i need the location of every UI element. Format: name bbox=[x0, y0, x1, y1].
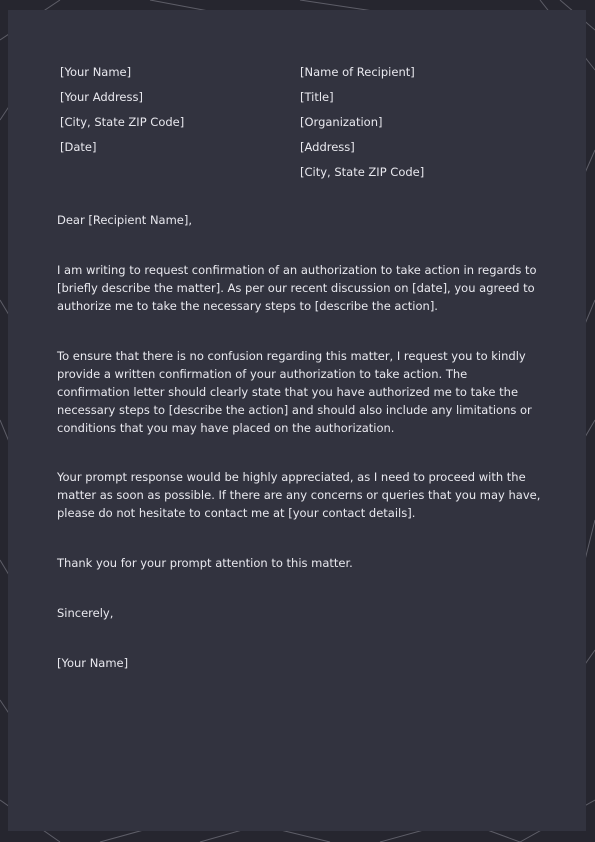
recipient-city: [City, State ZIP Code] bbox=[300, 165, 425, 179]
recipient-address: [Address] bbox=[300, 140, 355, 154]
letter-signature: [Your Name] bbox=[57, 656, 129, 670]
recipient-organization: [Organization] bbox=[300, 115, 383, 129]
recipient-name: [Name of Recipient] bbox=[300, 65, 415, 79]
letter-greeting: Dear [Recipient Name], bbox=[57, 213, 193, 227]
recipient-block bbox=[300, 60, 424, 185]
sender-date: [Date] bbox=[60, 140, 97, 154]
letter-paragraph-1: I am writing to request confirmation of an authorization to take action in regards to [briefly describe the matter]. As per our recent discussion on [date], you agreed to authorize me to take the necessary steps to [describe the action]. bbox=[57, 263, 537, 313]
sender-block bbox=[60, 60, 184, 160]
letter-paragraph-3: Your prompt response would be highly appreciated, as I need to proceed with the matter as soon as possible. If there are any concerns or queries that you may have, please do not hesitate to contact me at [your contact details]. bbox=[57, 470, 541, 520]
sender-city: [City, State ZIP Code] bbox=[60, 115, 185, 129]
sender-name: [Your Name] bbox=[60, 65, 132, 79]
sender-address: [Your Address] bbox=[60, 90, 143, 104]
letter-paragraph-2: To ensure that there is no confusion regarding this matter, I request you to kindly provide a written confirmation of your authorization to take action. The confirmation letter should clearly state that you have authorized me to take the necessary steps to [describe the action] and should also include any limitations or conditions that you may have placed on the authorization. bbox=[57, 349, 532, 435]
letter-closing: Sincerely, bbox=[57, 606, 114, 620]
letter-paragraph-4: Thank you for your prompt attention to this matter. bbox=[57, 556, 353, 570]
letter-page bbox=[8, 10, 586, 831]
recipient-title: [Title] bbox=[300, 90, 334, 104]
